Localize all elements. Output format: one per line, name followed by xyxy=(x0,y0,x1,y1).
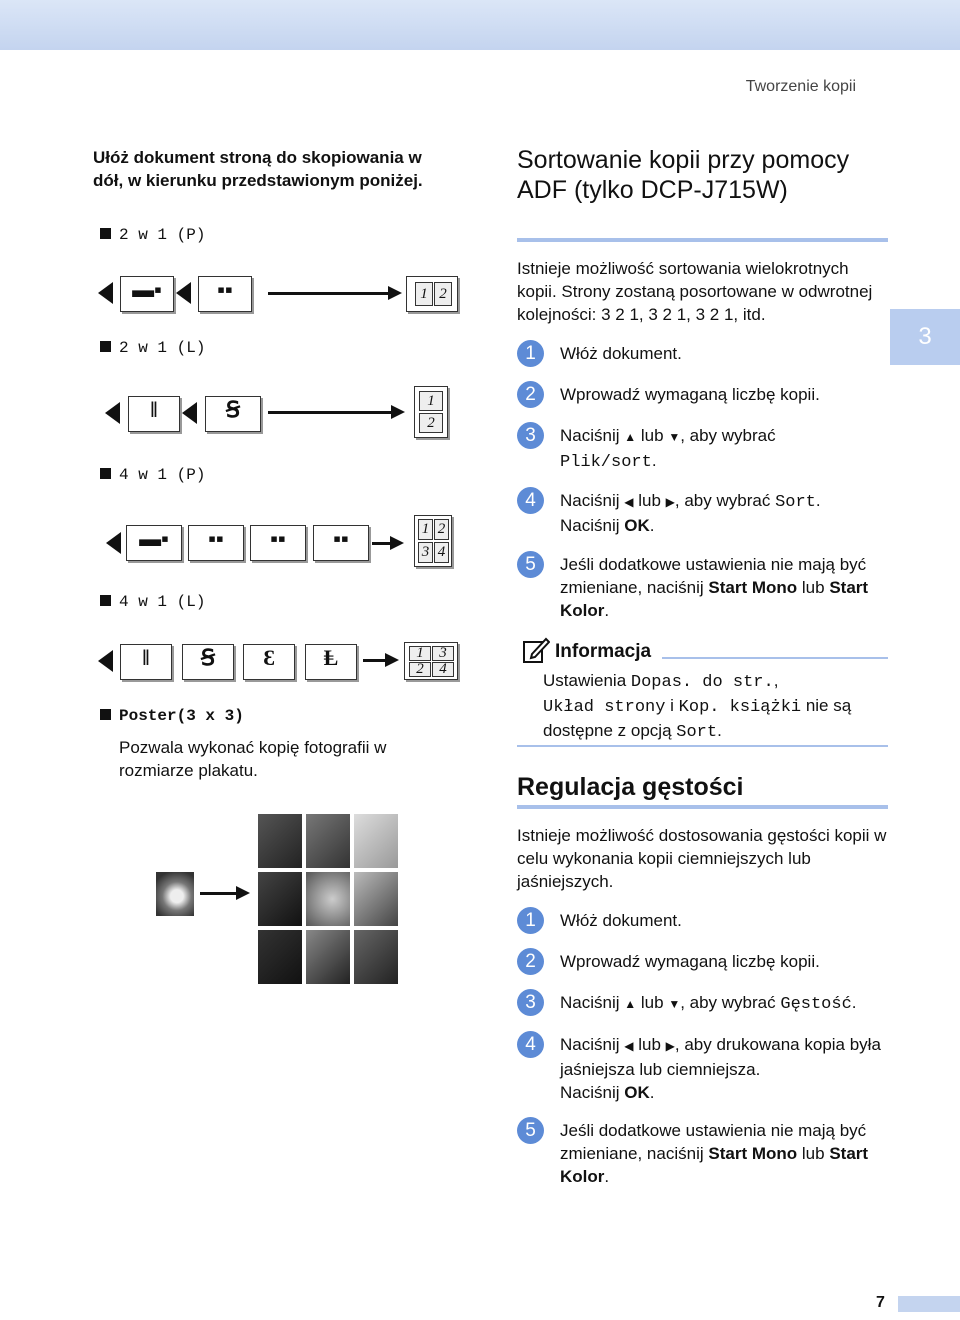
page-number-bar xyxy=(898,1296,960,1312)
bullet-2in1-p: 2 w 1 (P) xyxy=(100,226,205,244)
menu-option: Sort xyxy=(775,493,816,512)
bullet-4in1-p: 4 w 1 (P) xyxy=(100,466,205,484)
result-cell: 2 xyxy=(434,519,449,540)
step-text: Włóż dokument. xyxy=(560,344,682,363)
arrow-line xyxy=(268,411,393,414)
source-page-icon: Ɛ xyxy=(243,644,295,680)
arrow-line xyxy=(200,892,238,895)
note-pencil-icon xyxy=(522,636,550,664)
handshake-photo-thumbnail xyxy=(156,872,194,916)
arrow-line xyxy=(372,542,392,545)
step-number: 3 xyxy=(517,422,544,449)
result-cell: 2 xyxy=(409,662,431,677)
step-number: 2 xyxy=(517,381,544,408)
arrow-right-icon xyxy=(391,405,405,419)
poster-tiles xyxy=(258,814,398,986)
poster-tile xyxy=(258,872,302,926)
note-bottom-rule xyxy=(517,745,888,747)
result-page xyxy=(414,386,448,438)
arrow-line xyxy=(268,292,390,295)
step-text: Jeśli dodatkowe ustawienia nie mają być zmieniane, naciśnij Start Mono lub Start Kolor. xyxy=(560,1121,869,1186)
arrow-right-icon xyxy=(390,536,404,550)
sort-intro: Istnieje możliwość sortowania wielokrotnych kopii. Strony zostaną posortowane w odwrotnej kolejności: 3 2 1, 3 2 1, 3 2 1, itd. xyxy=(517,259,873,324)
up-arrow-icon: ▲ xyxy=(624,997,637,1011)
section-title-density: Regulacja gęstości xyxy=(517,773,744,801)
down-arrow-icon: ▼ xyxy=(668,997,681,1011)
step-text: Naciśnij ◀ lub ▶, aby drukowana kopia była jaśniejsza lub ciemniejsza. Naciśnij OK. xyxy=(560,1035,881,1102)
step-number: 5 xyxy=(517,1117,544,1144)
arrow-right-icon xyxy=(385,653,399,667)
page-number: 7 xyxy=(876,1294,885,1311)
ok-key-label: OK xyxy=(624,516,650,535)
result-cell: 1 xyxy=(418,519,433,540)
step-number: 1 xyxy=(517,340,544,367)
step-text: Wprowadź wymaganą liczbę kopii. xyxy=(560,952,820,971)
step-number: 4 xyxy=(517,1031,544,1058)
poster-description: Pozwala wykonać kopię fotografii w rozmiarze plakatu. xyxy=(119,738,387,780)
step-text: Wprowadź wymaganą liczbę kopii. xyxy=(560,385,820,404)
start-mono-key-label: Start Mono xyxy=(708,578,798,597)
note-title: Informacja xyxy=(555,641,652,662)
feed-direction-icon xyxy=(98,650,113,672)
poster-tile xyxy=(306,814,350,868)
bullet-square-icon xyxy=(100,341,111,352)
step-number: 1 xyxy=(517,907,544,934)
menu-option: Gęstość xyxy=(780,995,852,1014)
arrow-right-icon xyxy=(388,286,402,300)
poster-tile xyxy=(306,930,350,984)
start-kolor-key-label: Start Kolor xyxy=(560,1144,869,1186)
step-text: Jeśli dodatkowe ustawienia nie mają być zmieniane, naciśnij Start Mono lub Start Kolor. xyxy=(560,555,869,620)
result-cell: 3 xyxy=(432,646,454,661)
bullet-poster: Poster(3 x 3) xyxy=(100,707,244,725)
result-cell: 1 xyxy=(409,646,431,661)
poster-tile xyxy=(354,930,398,984)
result-cell: 4 xyxy=(432,662,454,677)
step-number: 2 xyxy=(517,948,544,975)
result-page xyxy=(404,642,458,680)
placement-instruction: Ułóż dokument stroną do skopiowania w dół, w kierunku przedstawionym poniżej. xyxy=(93,148,423,190)
result-page xyxy=(414,515,452,567)
right-arrow-icon: ▶ xyxy=(665,495,675,509)
header-band xyxy=(0,0,960,50)
result-cell: 1 xyxy=(419,391,443,411)
ok-key-label: OK xyxy=(624,1083,650,1102)
feed-direction-icon xyxy=(182,402,197,424)
bullet-square-icon xyxy=(100,228,111,239)
poster-tile xyxy=(258,814,302,868)
feed-direction-icon xyxy=(98,282,113,304)
source-page-icon: ▪▪ xyxy=(250,525,306,561)
step-number: 4 xyxy=(517,487,544,514)
feed-direction-icon xyxy=(105,402,120,424)
bullet-2in1-l: 2 w 1 (L) xyxy=(100,339,205,357)
result-cell: 1 xyxy=(415,282,433,306)
source-page-icon: Ꞩ xyxy=(182,644,234,680)
note-rule xyxy=(662,657,888,659)
source-page-icon: ▬▪ xyxy=(120,276,174,312)
result-cell: 2 xyxy=(419,413,443,433)
step-text: Naciśnij ▲ lub ▼, aby wybrać Gęstość. xyxy=(560,993,857,1014)
running-title: Tworzenie kopii xyxy=(745,78,856,95)
poster-tile xyxy=(354,814,398,868)
step-number: 5 xyxy=(517,551,544,578)
source-page-icon: ▪▪ xyxy=(198,276,252,312)
start-mono-key-label: Start Mono xyxy=(708,1144,798,1163)
bullet-square-icon xyxy=(100,468,111,479)
poster-tile xyxy=(258,930,302,984)
bullet-square-icon xyxy=(100,595,111,606)
chapter-tab: 3 xyxy=(890,309,960,365)
menu-option: Plik/sort xyxy=(560,453,652,472)
poster-tile xyxy=(354,872,398,926)
step-text: Naciśnij ◀ lub ▶, aby wybrać Sort. Naciśnij OK. xyxy=(560,491,821,535)
source-page-icon: Ꞩ xyxy=(205,396,261,432)
start-kolor-key-label: Start Kolor xyxy=(560,578,869,620)
source-page-icon: ǁ xyxy=(120,644,172,680)
up-arrow-icon: ▲ xyxy=(624,430,637,444)
step-text: Włóż dokument. xyxy=(560,911,682,930)
source-page-icon: Ⱡ xyxy=(305,644,357,680)
source-page-icon: ▪▪ xyxy=(313,525,369,561)
arrow-right-icon xyxy=(236,886,250,900)
source-page-icon: ▪▪ xyxy=(188,525,244,561)
section-rule xyxy=(517,238,888,242)
result-cell: 4 xyxy=(434,542,449,563)
bullet-4in1-l: 4 w 1 (L) xyxy=(100,593,205,611)
result-cell: 3 xyxy=(418,542,433,563)
arrow-line xyxy=(363,659,387,662)
step-number: 3 xyxy=(517,989,544,1016)
section-title-sort: Sortowanie kopii przy pomocy ADF (tylko DCP-J715W) xyxy=(517,146,850,204)
step-text: Naciśnij ▲ lub ▼, aby wybrać Plik/sort. xyxy=(560,426,776,472)
poster-tile xyxy=(306,872,350,926)
left-arrow-icon: ◀ xyxy=(624,495,634,509)
result-page xyxy=(406,276,458,312)
density-intro: Istnieje możliwość dostosowania gęstości kopii w celu wykonania kopii ciemniejszych lub jaśniejszych. xyxy=(517,826,887,891)
feed-direction-icon xyxy=(106,532,121,554)
section-rule xyxy=(517,805,888,809)
note-body: Ustawienia Dopas. do str., Układ strony i Kop. książki nie są dostępne z opcją Sort. xyxy=(543,671,852,742)
feed-direction-icon xyxy=(176,282,191,304)
left-arrow-icon: ◀ xyxy=(624,1039,634,1053)
source-page-icon: ▬▪ xyxy=(126,525,182,561)
right-arrow-icon: ▶ xyxy=(665,1039,675,1053)
down-arrow-icon: ▼ xyxy=(668,430,681,444)
source-page-icon: ǁ xyxy=(128,396,180,432)
result-cell: 2 xyxy=(434,282,452,306)
bullet-square-icon xyxy=(100,709,111,720)
